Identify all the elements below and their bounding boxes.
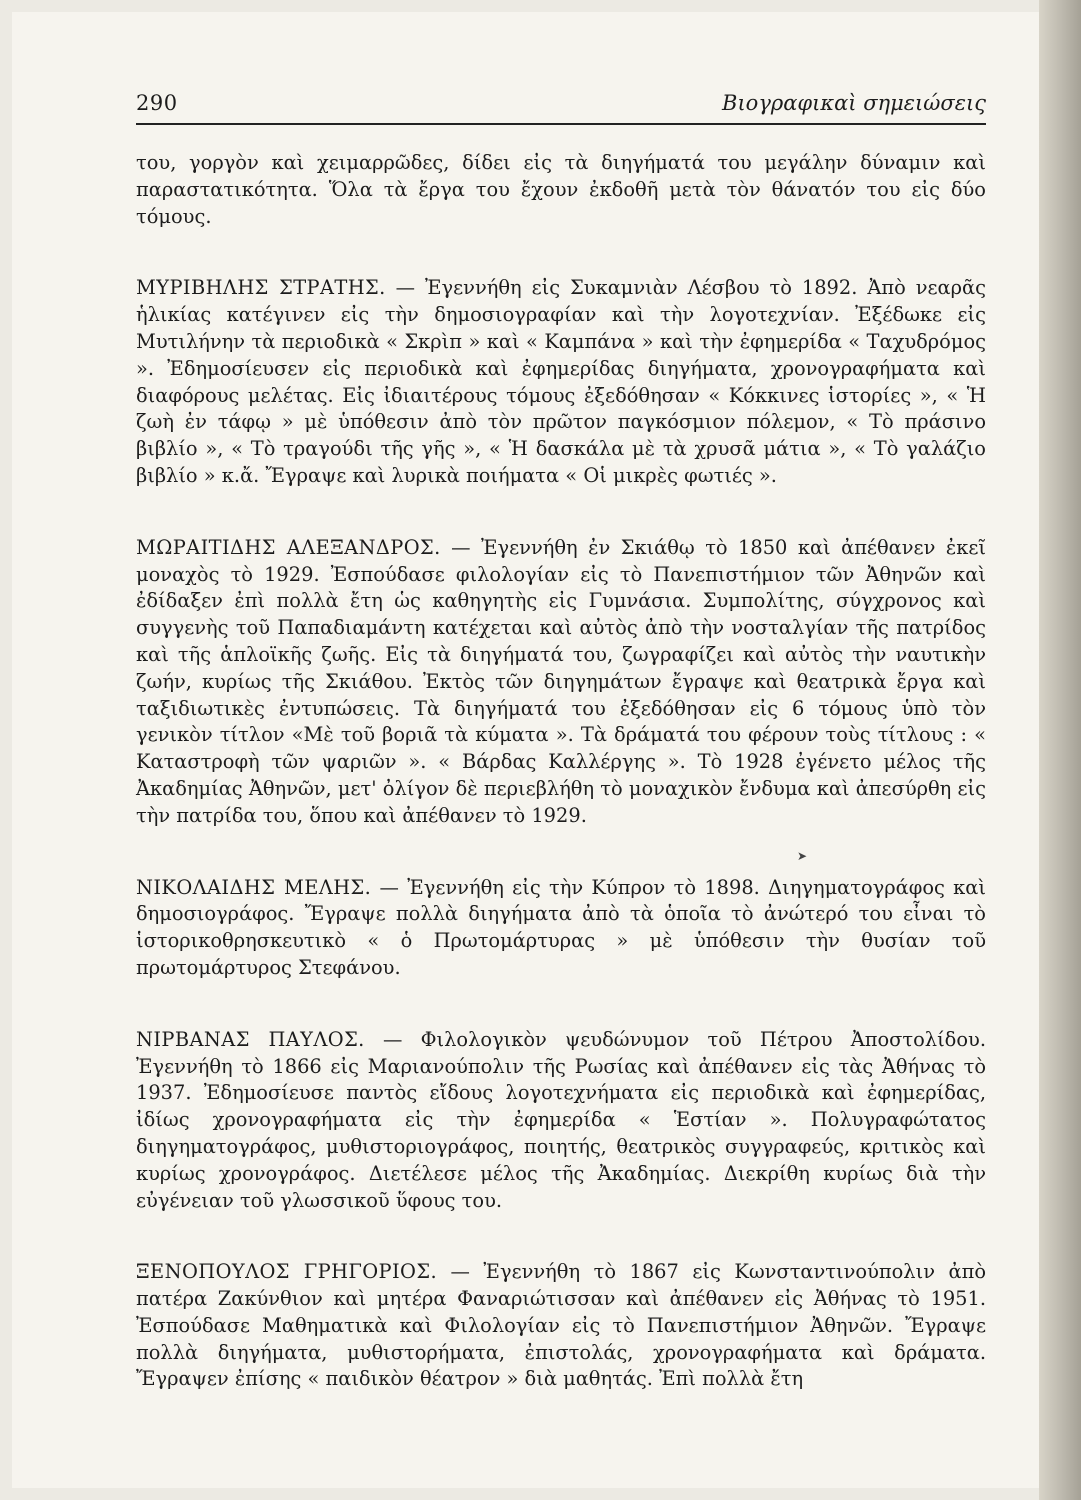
- page-number: 290: [136, 91, 178, 115]
- entry-name: ΝΙΚΟΛΑΙΔΗΣ ΜΕΛΗΣ.: [136, 875, 372, 899]
- entry-gap: [136, 830, 986, 875]
- entry-name: ΝΙΡΒΑΝΑΣ ΠΑΥΛΟΣ.: [136, 1027, 365, 1051]
- section-title: Βιογραφικαὶ σημειώσεις: [722, 91, 986, 115]
- entry-nirvanas: [136, 1027, 986, 1215]
- entry-gap: [136, 230, 986, 275]
- entry-nikolaidis: [136, 875, 986, 982]
- entry-gap: [136, 982, 986, 1027]
- page-body: [136, 150, 986, 1393]
- entry-xenopoulos: [136, 1259, 986, 1393]
- entry-text: — Ἐγεννήθη εἰς τὴν Κύπρον τὸ 1898. Διηγηματογράφος καὶ δημοσιογράφος. Ἔγραψε πολλὰ διηγήματα ἀπὸ τὰ ὁποῖα τὸ ἀνώτερό του εἶναι τὸ ἱστορικοθρησκευτικὸ « ὁ Πρωτομάρτυρας » μὲ ὑπόθεσιν τὴν θυσίαν τοῦ πρωτομάρτυρος Στεφάνου.: [136, 875, 986, 979]
- header-rule: [136, 123, 986, 125]
- entry-text: — Ἐγεννήθη τὸ 1867 εἰς Κωνσταντινούπολιν ἀπὸ πατέρα Ζακύνθιον καὶ μητέρα Φαναριώτισσαν καὶ ἀπέθανεν εἰς Ἀθήνας τὸ 1951. Ἐσπούδασε Μαθηματικὰ καὶ Φιλολογίαν εἰς τὸ Πανεπιστήμιον Ἀθηνῶν. Ἔγραψε πολλὰ διηγήματα, μυθιστορήματα, ἐπιστολάς, χρονογραφήματα καὶ δράματα. Ἔγραψεν ἐπίσης « παιδικὸν θέατρον » διὰ μαθητάς. Ἐπὶ πολλὰ ἔτη: [136, 1260, 987, 1391]
- running-head: [136, 84, 986, 122]
- entry-name: ΜΥΡΙΒΗΛΗΣ ΣΤΡΑΤΗΣ.: [136, 276, 386, 300]
- entry-myrivilis: [136, 275, 986, 489]
- entry-text: — Ἐγεννήθη εἰς Συκαμνιὰν Λέσβου τὸ 1892. Ἀπὸ νεαρᾶς ἡλικίας κατέγινεν εἰς τὴν δημοσιογραφίαν καὶ τὴν λογοτεχνίαν. Ἐξέδωκε εἰς Μυτιλήνην τὰ περιοδικὰ « Σκρὶπ » καὶ « Καμπάνα » καὶ τὴν ἐφημερίδα « Ταχυδρόμος ». Ἐδημοσίευσεν εἰς περιοδικὰ καὶ ἐφημερίδας διηγήματα, χρονογραφήματα καὶ διαφόρους μελέτας. Εἰς ἰδιαιτέρους τόμους ἐξεδόθησαν « Κόκκινες ἱστορίες », « Ἡ ζωὴ ἐν τάφῳ » μὲ ὑπόθεσιν ἀπὸ τὸν πρῶτον παγκόσμιον πόλεμον, « Τὸ πράσινο βιβλίο », « Τὸ τραγούδι τῆς γῆς », « Ἡ δασκάλα μὲ τὰ χρυσᾶ μάτια », « Τὸ γαλάζιο βιβλίο » κ.ἄ. Ἔγραψε καὶ λυρικὰ ποιήματα « Οἱ μικρὲς φωτιές ».: [136, 276, 986, 487]
- entry-continuation: [136, 150, 986, 230]
- margin-mark: ➤: [797, 849, 808, 863]
- entry-text: — Ἐγεννήθη ἐν Σκιάθῳ τὸ 1850 καὶ ἀπέθανεν ἐκεῖ μοναχὸς τὸ 1929. Ἐσπούδασε φιλολογίαν εἰς τὸ Πανεπιστήμιον τῶν Ἀθηνῶν καὶ ἐδίδαξεν ἐπὶ πολλὰ ἔτη ὡς καθηγητὴς εἰς Γυμνάσια. Συμπολίτης, σύγχρονος καὶ συγγενὴς τοῦ Παπαδιαμάντη κατέχεται καὶ αὐτὸς ἀπὸ τὴν νοσταλγίαν τῆς πατρίδος καὶ τῆς ἁπλοϊκῆς ζωῆς. Εἰς τὰ διηγήματά του, ζωγραφίζει καὶ αὐτὸς τὴν ναυτικὴν ζωήν, κυρίως τῆς Σκιάθου. Ἐκτὸς τῶν διηγημάτων ἔγραψε καὶ θεατρικὰ ἔργα καὶ ταξιδιωτικὲς ἐντυπώσεις. Τὰ διηγήματά του ἐξεδόθησαν εἰς 6 τόμους ὑπὸ τὸν γενικὸν τίτλον «Μὲ τοῦ βοριᾶ τὰ κύματα ». Τὰ δράματά του φέρουν τοὺς τίτλους : « Καταστροφὴ τῶν ψαριῶν ». « Βάρδας Καλλέργης ». Τὸ 1928 ἐγένετο μέλος τῆς Ἀκαδημίας Ἀθηνῶν, μετ' ὀλίγον δὲ περιεβλήθη τὸ μοναχικὸν ἔνδυμα καὶ ἀπεσύρθη εἰς τὴν πατρίδα του, ὅπου καὶ ἀπέθανεν τὸ 1929.: [136, 535, 986, 827]
- page-edge-shadow: [1039, 0, 1081, 1500]
- entry-moraitidis: [136, 535, 986, 830]
- entry-gap: [136, 1214, 986, 1259]
- entry-text: του, γοργὸν καὶ χειμαρρῶδες, δίδει εἰς τὰ διηγήματά του μεγάλην δύναμιν καὶ παραστατικότητα. Ὅλα τὰ ἔργα του ἔχουν ἐκδοθῆ μετὰ τὸν θάνατόν του εἰς δύο τόμους.: [136, 151, 986, 228]
- entry-gap: [136, 490, 986, 535]
- entry-name: ΞΕΝΟΠΟΥΛΟΣ ΓΡΗΓΟΡΙΟΣ.: [136, 1260, 438, 1284]
- entry-name: ΜΩΡΑΙΤΙΔΗΣ ΑΛΕΞΑΝΔΡΟΣ.: [136, 535, 441, 559]
- entry-text: — Φιλολογικὸν ψευδώνυμον τοῦ Πέτρου Ἀποστολίδου. Ἐγεννήθη τὸ 1866 εἰς Μαριανούπολιν τῆς Ρωσίας καὶ ἀπέθανεν εἰς τὰς Ἀθήνας τὸ 1937. Ἐδημοσίευσε παντὸς εἴδους λογοτεχνήματα εἰς περιοδικὰ καὶ ἐφημερίδας, ἰδίως χρονογραφήματα εἰς τὴν ἐφημερίδα « Ἑστίαν ». Πολυγραφώτατος διηγηματογράφος, μυθιστοριογράφος, ποιητής, θεατρικὸς συγγραφεύς, κριτικὸς καὶ κυρίως χρονογράφος. Διετέλεσε μέλος τῆς Ἀκαδημίας. Διεκρίθη κυρίως διὰ τὴν εὐγένειαν τοῦ γλωσσικοῦ ὕφους του.: [136, 1027, 986, 1212]
